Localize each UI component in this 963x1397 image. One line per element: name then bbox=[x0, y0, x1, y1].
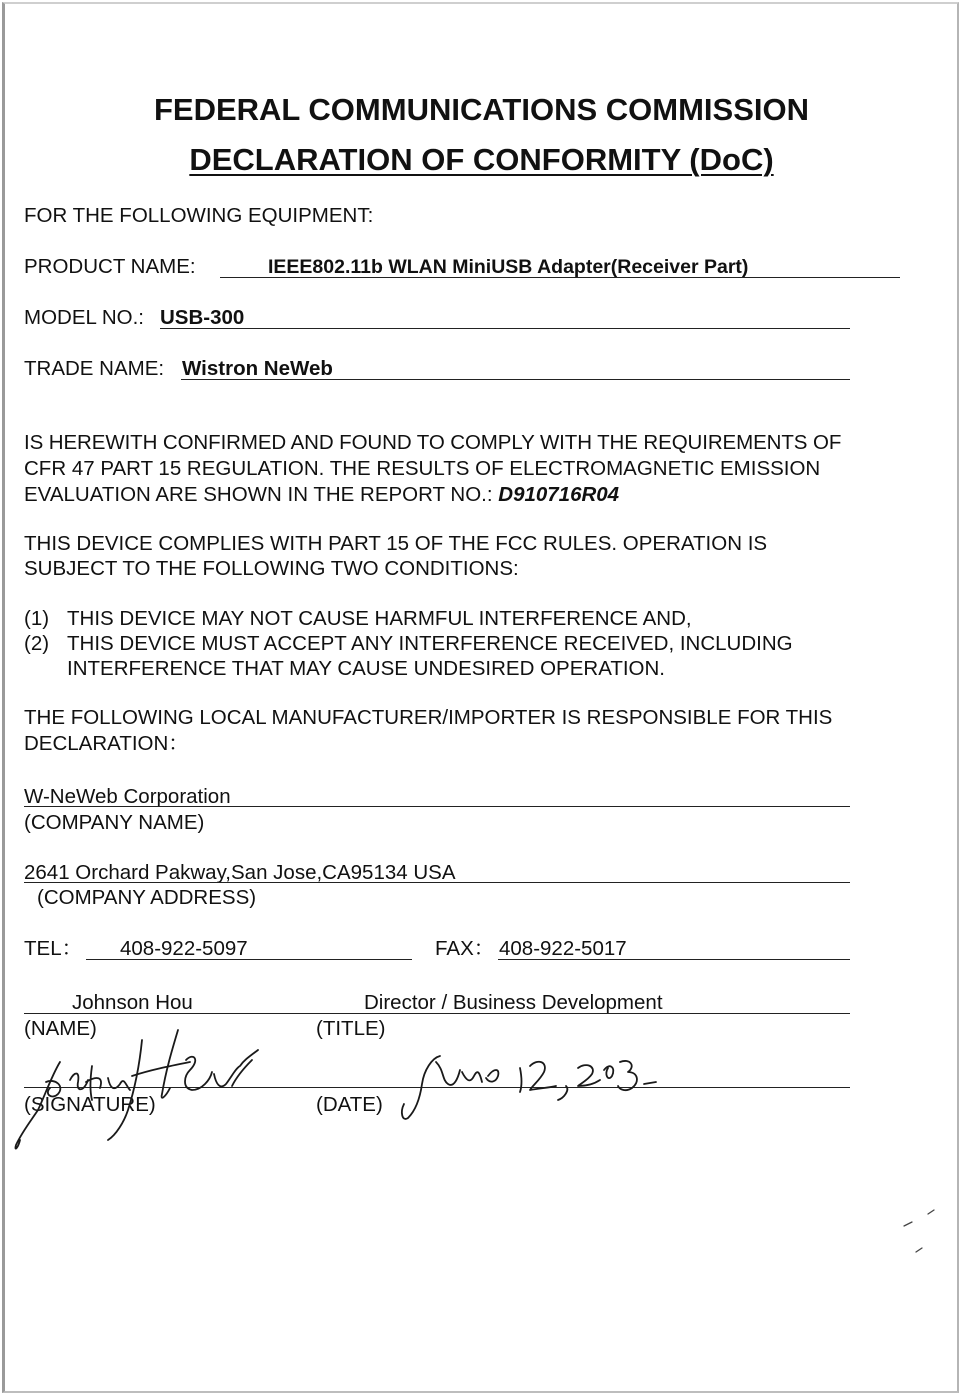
model-no-label: MODEL NO.: bbox=[24, 306, 144, 329]
document-title: FEDERAL COMMUNICATIONS COMMISSION bbox=[153, 92, 809, 127]
trade-name-label: TRADE NAME: bbox=[24, 357, 165, 380]
fcc-line-2: SUBJECT TO THE FOLLOWING TWO CONDITIONS: bbox=[24, 557, 519, 580]
equipment-intro: FOR THE FOLLOWING EQUIPMENT: bbox=[24, 204, 374, 227]
company-name-label: (COMPANY NAME) bbox=[24, 811, 205, 834]
document-subtitle-text: DECLARATION OF CONFORMITY (DoC) bbox=[189, 142, 774, 177]
condition-1-text: THIS DEVICE MAY NOT CAUSE HARMFUL INTERFERENCE AND, bbox=[67, 607, 692, 630]
compliance-line-2: CFR 47 PART 15 REGULATION. THE RESULTS OF ELECTROMAGNETIC EMISSION bbox=[24, 457, 821, 480]
signature-label: (SIGNATURE) bbox=[24, 1093, 156, 1116]
trade-name-value: Wistron NeWeb bbox=[182, 357, 333, 380]
company-address-label: (COMPANY ADDRESS) bbox=[37, 886, 257, 909]
responsible-line-1: THE FOLLOWING LOCAL MANUFACTURER/IMPORTER IS RESPONSIBLE FOR THIS bbox=[24, 706, 833, 729]
compliance-line-1: IS HEREWITH CONFIRMED AND FOUND TO COMPLY WITH THE REQUIREMENTS OF bbox=[24, 431, 842, 454]
condition-2-text-continued: INTERFERENCE THAT MAY CAUSE UNDESIRED OPERATION. bbox=[67, 657, 666, 680]
condition-1-number: (1) bbox=[24, 607, 50, 630]
report-number: D910716R04 bbox=[498, 483, 620, 506]
product-name-label: PRODUCT NAME: bbox=[24, 255, 196, 278]
handwritten-signature bbox=[15, 1030, 258, 1149]
fax-value: 408-922-5017 bbox=[499, 937, 627, 960]
responsible-line-2: DECLARATION： bbox=[24, 732, 189, 755]
company-address-value: 2641 Orchard Pakway,San Jose,CA95134 USA bbox=[24, 861, 456, 884]
person-title-value: Director / Business Development bbox=[364, 991, 663, 1014]
compliance-line-3-text: EVALUATION ARE SHOWN IN THE REPORT NO.: bbox=[24, 483, 493, 506]
model-no-value: USB-300 bbox=[160, 306, 245, 329]
tel-label: TEL： bbox=[24, 937, 83, 960]
scan-specks bbox=[904, 1210, 934, 1252]
fcc-line-1: THIS DEVICE COMPLIES WITH PART 15 OF THE FCC RULES. OPERATION IS bbox=[24, 532, 768, 555]
condition-2-number: (2) bbox=[24, 632, 50, 655]
tel-value: 408-922-5097 bbox=[120, 937, 248, 960]
name-label: (NAME) bbox=[24, 1017, 97, 1040]
product-name-value: IEEE802.11b WLAN MiniUSB Adapter(Receiver Part) bbox=[268, 256, 749, 278]
company-name-value: W-NeWeb Corporation bbox=[24, 785, 231, 808]
date-label: (DATE) bbox=[316, 1093, 383, 1116]
handwritten-date bbox=[402, 1056, 656, 1119]
title-label: (TITLE) bbox=[316, 1017, 386, 1040]
condition-2-text: THIS DEVICE MUST ACCEPT ANY INTERFERENCE RECEIVED, INCLUDING bbox=[67, 632, 793, 655]
person-name-value: Johnson Hou bbox=[72, 991, 193, 1014]
fax-label: FAX： bbox=[435, 937, 495, 960]
